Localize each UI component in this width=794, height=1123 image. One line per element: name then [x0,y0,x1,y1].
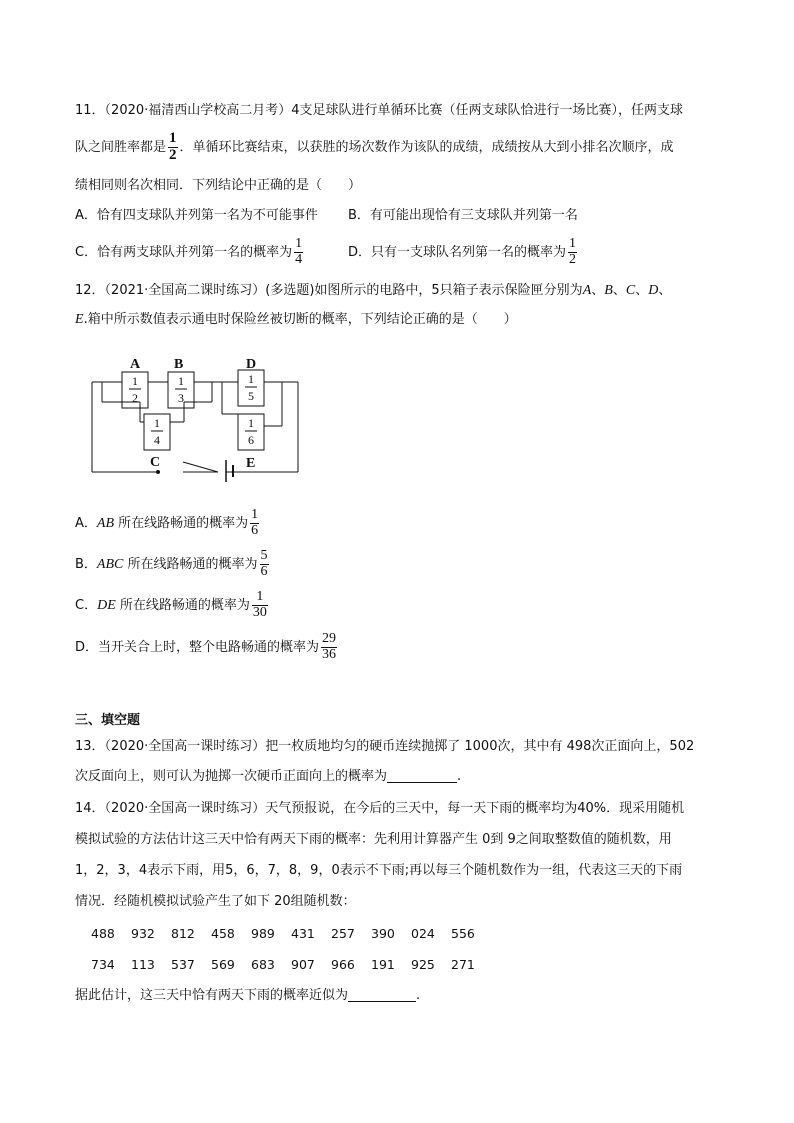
q11-option-d: D．只有一支球队名列第一名的概率为 $\frac{1}{2}$ [348,236,577,267]
box-c-numerator: 1 [154,416,160,430]
q11-line2: 队之间胜率都是 $\frac{1}{2}$ ．单循环比赛结束，以获胜的场次数作为该队的成绩，成绩按从大到小排名次顺序，成 [75,130,674,163]
q11-option-d-fraction: $\frac{1}{2}$ [569,236,577,267]
box-e-denominator: 6 [248,433,254,447]
q11-option-a: A．恰有四支球队并列第一名为不可能事件 [75,208,318,223]
q12-option-d-fraction: $\frac{29}{36}$ [322,631,337,662]
q11-line3: 绩相同则名次相同．下列结论中正确的是（ ） [75,178,362,193]
q14-last-line: 据此估计，这三天中恰有两天下雨的概率近似为 . [75,988,421,1003]
q14-line1: 14．（2020·全国高一课时练习）天气预报说，在今后的三天中，每一天下雨的概率均为40%．现采用随机 [75,801,685,816]
q11-option-b: B．有可能出现恰有三支球队并列第一名 [348,208,578,223]
q14-line2: 模拟试验的方法估计这三天中恰有两天下雨的概率：先利用计算器产生 0到 9之间取整数值的随机数，用 [75,832,672,847]
random-numbers-row-2: 734 113 537 569 683 907 966 191 925 271 [91,957,475,972]
q11-line1: 11．（2020·福清西山学校高二月考）4支足球队进行单循环比赛（任两支球队恰进行一场比赛），任两支球 [75,103,684,118]
circuit-label-b: B [174,357,184,372]
box-c-denominator: 4 [154,433,160,447]
q13-line1: 13．（2020·全国高一课时练习）把一枚质地均匀的硬币连续抛掷了 1000次，其中有 498次正面向上，502 [75,739,695,754]
q14-answer-blank[interactable] [348,989,416,1002]
q12-option-b: B．ABC 所在线路畅通的概率为 $\frac{5}{6}$ [75,548,268,579]
box-a-numerator: 1 [132,374,138,388]
circuit-diagram [88,352,308,484]
section-title: 三、填空题 [75,713,141,728]
q12-option-c: C．DE 所在线路畅通的概率为 $\frac{1}{30}$ [75,589,267,620]
q11-option-c: C．恰有两支球队并列第一名的概率为 $\frac{1}{4}$ [75,236,303,267]
q12-option-c-fraction: $\frac{1}{30}$ [252,589,267,620]
q11-fraction: $\frac{1}{2}$ [169,130,177,163]
q13-answer-blank[interactable] [387,770,457,783]
q11-option-c-fraction: $\frac{1}{4}$ [295,236,303,267]
box-a-denominator: 2 [132,391,138,405]
q14-line3: 1，2，3，4表示下雨，用5，6，7，8，9，0表示不下雨;再以每三个随机数作为一组，代表这三天的下雨 [75,863,683,878]
q12-option-d: D．当开关合上时，整个电路畅通的概率为 $\frac{29}{36}$ [75,631,337,662]
q12-option-a: A．AB 所在线路畅通的概率为 $\frac{1}{6}$ [75,507,259,538]
random-numbers-row-1: 488 932 812 458 989 431 257 390 024 556 [91,926,475,941]
circuit-label-d: D [246,357,257,372]
box-b-numerator: 1 [178,374,184,388]
q14-line4: 情况．经随机模拟试验产生了如下 20组随机数： [75,894,356,909]
q13-line2: 次反面向上，则可认为抛掷一次硬币正面向上的概率为 . [75,769,462,784]
q12-line1: 12．（2021·全国高二课时练习）(多选题)如图所示的电路中，5只箱子表示保险匣分别为A、B、C、D、 [75,283,672,298]
circuit-label-e: E [246,456,256,471]
q12-option-a-fraction: $\frac{1}{6}$ [251,507,259,538]
circuit-label-c: C [150,455,161,470]
q12-line2: E.箱中所示数值表示通电时保险丝被切断的概率，下列结论正确的是（ ） [75,312,517,327]
q12-option-b-fraction: $\frac{5}{6}$ [260,548,268,579]
box-b-denominator: 3 [178,391,184,405]
box-d-numerator: 1 [248,372,254,386]
box-e-numerator: 1 [248,416,254,430]
circuit-label-a: A [130,357,141,372]
box-d-denominator: 5 [248,389,254,403]
